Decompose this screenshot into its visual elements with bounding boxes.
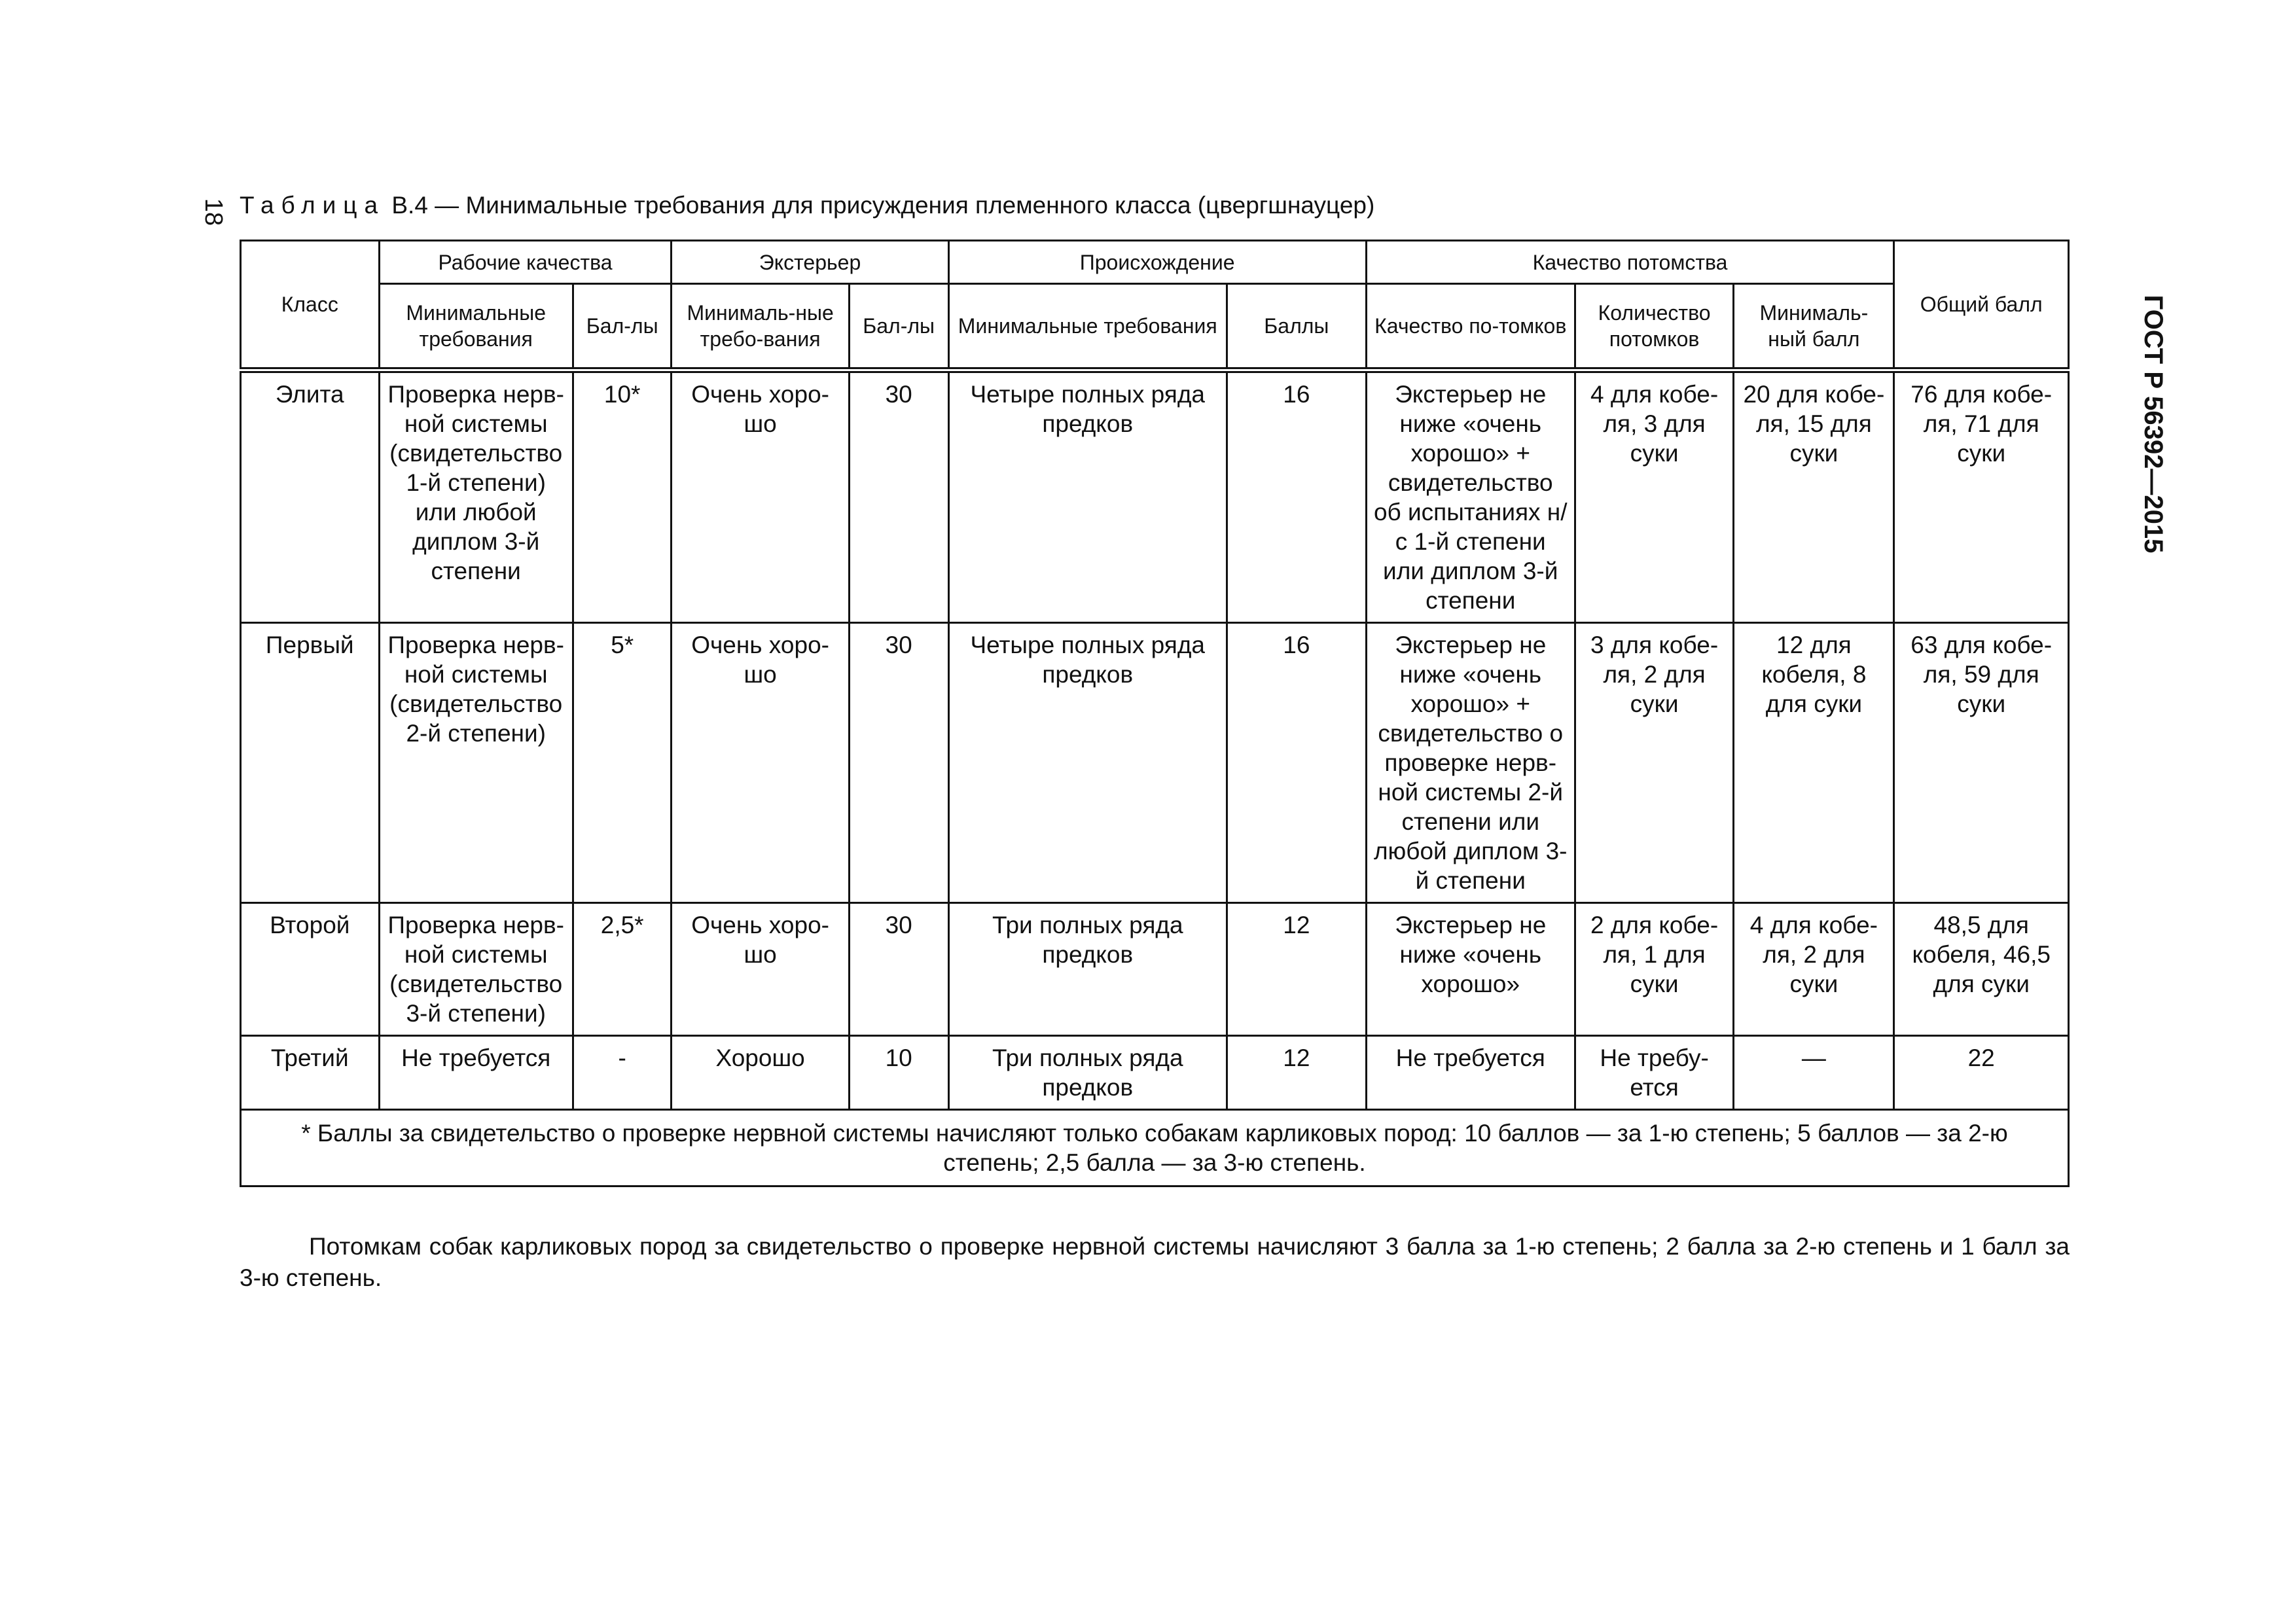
cell-working-points: 2,5* [573,903,672,1036]
cell-offspring-min: 4 для кобе-ля, 2 для суки [1734,903,1894,1036]
cell-offspring-count: 3 для кобе-ля, 2 для суки [1575,623,1734,903]
cell-origin-min: Три полных ряда предков [948,903,1227,1036]
cell-class: Элита [241,370,380,623]
table-footnote: * Баллы за свидетельство о проверке нервной системы начисляют только собакам карликовых пород: 10 баллов — за 1-ю степень; 5 баллов — за 2-ю степень; 2,5 балла — за 3-ю степень. [241,1110,2069,1186]
cell-offspring-count: 4 для кобе-ля, 3 для суки [1575,370,1734,623]
cell-offspring-count: 2 для кобе-ля, 1 для суки [1575,903,1734,1036]
requirements-table [240,240,2070,1187]
body-paragraph: Потомкам собак карликовых пород за свидетельство о проверке нервной системы начисляют 3 балла за 1-ю степень; 2 балла за 2-ю степень и 1 балл за 3-ю степень. [240,1233,2070,1291]
cell-offspring-min: — [1734,1036,1894,1110]
table-row [241,623,2069,903]
header-class: Класс [241,241,380,370]
cell-offspring-min: 12 для кобеля, 8 для суки [1734,623,1894,903]
cell-origin-points: 16 [1227,623,1366,903]
cell-class: Первый [241,623,380,903]
cell-exterior-points: 10 [849,1036,948,1110]
header-exterior: Экстерьер [672,241,948,284]
header-offspring-min-score: Минималь-ный балл [1734,284,1894,370]
cell-working-min: Проверка нерв-ной системы (свидетельство 1-й степени) или любой диплом 3-й степени [379,370,573,623]
cell-class: Второй [241,903,380,1036]
cell-total: 63 для кобе-ля, 59 для суки [1894,623,2069,903]
header-total-score: Общий балл [1894,241,2069,370]
cell-working-points: 5* [573,623,672,903]
standard-code: ГОСТ Р 56392—2015 [2139,294,2168,554]
cell-exterior-min: Хорошо [672,1036,849,1110]
header-origin-points: Баллы [1227,284,1366,370]
cell-total: 22 [1894,1036,2069,1110]
header-offspring-count: Количество потомков [1575,284,1734,370]
cell-offspring-quality: Не требуется [1366,1036,1575,1110]
cell-origin-points: 12 [1227,1036,1366,1110]
header-working-points: Бал-лы [573,284,672,370]
cell-exterior-min: Очень хоро-шо [672,903,849,1036]
header-working-qualities: Рабочие качества [379,241,672,284]
cell-offspring-min: 20 для кобе-ля, 15 для суки [1734,370,1894,623]
cell-exterior-min: Очень хоро-шо [672,623,849,903]
cell-exterior-points: 30 [849,370,948,623]
header-exterior-min: Минималь-ные требо-вания [672,284,849,370]
table-caption [240,188,1374,223]
cell-offspring-quality: Экстерьер не ниже «очень хорошо» + свидетельство о проверке нерв-ной системы 2-й степени или любой диплом 3-й степени [1366,623,1575,903]
cell-working-points: - [573,1036,672,1110]
header-working-min: Минимальные требования [379,284,573,370]
cell-class: Третий [241,1036,380,1110]
footnote-row [241,1110,2069,1186]
cell-working-min: Проверка нерв-ной системы (свидетельство 2-й степени) [379,623,573,903]
cell-origin-min: Три полных ряда предков [948,1036,1227,1110]
table-header [241,241,2069,370]
header-origin-min: Минимальные требования [948,284,1227,370]
cell-offspring-count: Не требу-ется [1575,1036,1734,1110]
cell-origin-points: 12 [1227,903,1366,1036]
caption-label: Таблица [240,192,386,219]
cell-exterior-points: 30 [849,903,948,1036]
caption-text: В.4 — Минимальные требования для присуждения племенного класса (цвергшнауцер) [391,192,1375,219]
cell-exterior-min: Очень хоро-шо [672,370,849,623]
table-row [241,1036,2069,1110]
cell-offspring-quality: Экстерьер не ниже «очень хорошо» [1366,903,1575,1036]
cell-total: 48,5 для кобеля, 46,5 для суки [1894,903,2069,1036]
table-row [241,903,2069,1036]
header-offspring-quality-sub: Качество по-томков [1366,284,1575,370]
table-body [241,370,2069,1186]
header-origin: Происхождение [948,241,1366,284]
cell-exterior-points: 30 [849,623,948,903]
page-number: 18 [200,198,227,226]
cell-origin-points: 16 [1227,370,1366,623]
header-exterior-points: Бал-лы [849,284,948,370]
cell-origin-min: Четыре полных ряда предков [948,623,1227,903]
table-row [241,370,2069,623]
cell-origin-min: Четыре полных ряда предков [948,370,1227,623]
cell-working-points: 10* [573,370,672,623]
cell-working-min: Не требуется [379,1036,573,1110]
cell-offspring-quality: Экстерьер не ниже «очень хорошо» + свидетельство об испытаниях н/с 1-й степени или диплом 3-й степени [1366,370,1575,623]
cell-working-min: Проверка нерв-ной системы (свидетельство 3-й степени) [379,903,573,1036]
cell-total: 76 для кобе-ля, 71 для суки [1894,370,2069,623]
header-offspring-quality: Качество потомства [1366,241,1894,284]
